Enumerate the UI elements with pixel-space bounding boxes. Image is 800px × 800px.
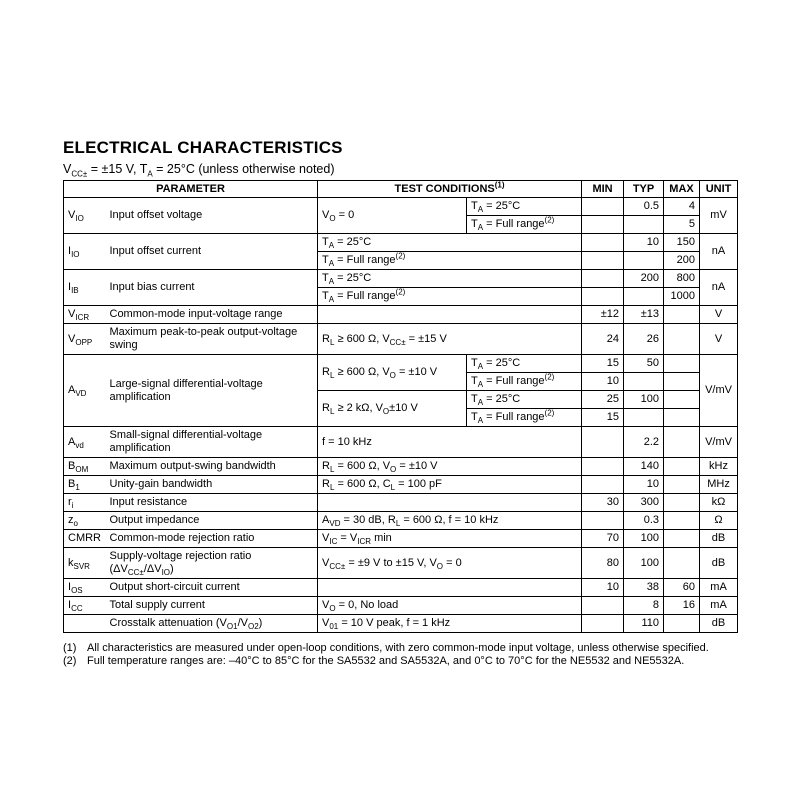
- row-min: [582, 216, 624, 234]
- row-typ: [624, 216, 664, 234]
- row-typ: 0.5: [624, 198, 664, 216]
- row-unit: mA: [700, 597, 738, 615]
- row-unit: kHz: [700, 458, 738, 476]
- row-max: 16: [664, 597, 700, 615]
- row-typ: 200: [624, 270, 664, 288]
- row-condition: $R_L \ge 600$ Ω, $V_{CC\pm} = \pm 15$ V: [318, 324, 582, 355]
- row-subcondition: $T_A$ = Full range$^{(2)}$: [467, 373, 582, 391]
- row-min: [582, 427, 624, 458]
- row-max: [664, 373, 700, 391]
- row-max: 150: [664, 234, 700, 252]
- row-typ: 100: [624, 548, 664, 579]
- footnotes: [63, 642, 737, 668]
- row-symbol: $V_{IO}$: [64, 198, 106, 234]
- row-max: 1000: [664, 288, 700, 306]
- row-unit: dB: [700, 615, 738, 633]
- row-unit: dB: [700, 530, 738, 548]
- row-typ: 110: [624, 615, 664, 633]
- row-typ: 10: [624, 476, 664, 494]
- row-min: 80: [582, 548, 624, 579]
- header-unit: UNIT: [700, 181, 738, 198]
- row-condition: f = 10 kHz: [318, 427, 582, 458]
- row-min: 70: [582, 530, 624, 548]
- row-description: Supply-voltage rejection ratio $(\Delta V_{CC\pm}/\Delta V_{IO})$: [106, 548, 318, 579]
- row-symbol: $I_{OS}$: [64, 579, 106, 597]
- row-symbol: $A_{vd}$: [64, 427, 106, 458]
- table-row: [64, 512, 738, 530]
- datasheet-section: [63, 137, 737, 668]
- row-typ: [624, 288, 664, 306]
- row-typ: 100: [624, 530, 664, 548]
- row-max: 4: [664, 198, 700, 216]
- row-min: 15: [582, 355, 624, 373]
- row-unit: kΩ: [700, 494, 738, 512]
- row-condition: $R_L \ge 2$ kΩ, $V_O\pm 10$ V: [318, 391, 467, 427]
- row-typ: [624, 373, 664, 391]
- row-min: [582, 252, 624, 270]
- section-subtitle: $V_{CC\pm} = \pm 15$ V, $T_A = 25^\circ C$ (unless otherwise noted): [63, 162, 335, 179]
- header-typ: TYP: [624, 181, 664, 198]
- row-unit: MHz: [700, 476, 738, 494]
- header-min: MIN: [582, 181, 624, 198]
- row-unit: mA: [700, 579, 738, 597]
- row-min: ±12: [582, 306, 624, 324]
- row-typ: 10: [624, 234, 664, 252]
- table-row: [64, 548, 738, 579]
- row-max: [664, 548, 700, 579]
- row-symbol: $k_{SVR}$: [64, 548, 106, 579]
- footnote: (2) Full temperature ranges are: –40°C to 85°C for the SA5532 and SA5532A, and 0°C to 70°C for the NE5532 and NE5532A.: [63, 655, 685, 667]
- row-min: 24: [582, 324, 624, 355]
- table-row: [64, 306, 738, 324]
- row-symbol: $V_{OPP}$: [64, 324, 106, 355]
- row-symbol: $I_{IO}$: [64, 234, 106, 270]
- table-row: [64, 494, 738, 512]
- row-symbol: $B_1$: [64, 476, 106, 494]
- table-row: [64, 270, 738, 288]
- row-max: [664, 306, 700, 324]
- row-max: [664, 512, 700, 530]
- row-typ: 0.3: [624, 512, 664, 530]
- header-test-conditions: TEST CONDITIONS$^{(1)}$: [318, 181, 582, 198]
- table-row: [64, 458, 738, 476]
- row-unit: Ω: [700, 512, 738, 530]
- row-symbol: $A_{VD}$: [64, 355, 106, 427]
- row-condition: $V_{01} = 10$ V peak, f = 1 kHz: [318, 615, 582, 633]
- row-description: Input offset current: [106, 234, 318, 270]
- row-symbol: [64, 615, 106, 633]
- header-max: MAX: [664, 181, 700, 198]
- table-row: [64, 579, 738, 597]
- row-condition: [318, 494, 582, 512]
- row-condition: $T_A = 25^\circ C$: [318, 234, 582, 252]
- row-description: Common-mode rejection ratio: [106, 530, 318, 548]
- row-typ: 100: [624, 391, 664, 409]
- table-row: [64, 234, 738, 252]
- row-min: [582, 597, 624, 615]
- row-typ: 300: [624, 494, 664, 512]
- row-condition: $V_{IC} = V_{ICR}$ min: [318, 530, 582, 548]
- row-max: [664, 530, 700, 548]
- row-condition: $R_L = 600$ Ω, $C_L = 100$ pF: [318, 476, 582, 494]
- row-typ: 50: [624, 355, 664, 373]
- row-unit: V/mV: [700, 355, 738, 427]
- table-row: [64, 198, 738, 216]
- row-subcondition: $T_A = 25^\circ C$: [467, 198, 582, 216]
- row-max: [664, 324, 700, 355]
- table-row: [64, 597, 738, 615]
- row-symbol: $V_{ICR}$: [64, 306, 106, 324]
- row-subcondition: $T_A$ = Full range$^{(2)}$: [467, 409, 582, 427]
- row-condition: $R_L \ge 600$ Ω, $V_O = \pm 10$ V: [318, 355, 467, 391]
- row-condition: $V_O = 0$: [318, 198, 467, 234]
- header-parameter: PARAMETER: [64, 181, 318, 198]
- row-min: [582, 234, 624, 252]
- row-description: Small-signal differential-voltage amplification: [106, 427, 318, 458]
- row-typ: [624, 252, 664, 270]
- row-description: Common-mode input-voltage range: [106, 306, 318, 324]
- row-min: 25: [582, 391, 624, 409]
- row-unit: mV: [700, 198, 738, 234]
- row-description: Input bias current: [106, 270, 318, 306]
- row-max: [664, 409, 700, 427]
- row-condition: [318, 579, 582, 597]
- row-typ: 8: [624, 597, 664, 615]
- row-condition: $T_A$ = Full range$^{(2)}$: [318, 252, 582, 270]
- row-condition: $V_{CC\pm} = \pm 9$ V to ±15 V, $V_O = 0$: [318, 548, 582, 579]
- row-description: Output short-circuit current: [106, 579, 318, 597]
- row-min: 30: [582, 494, 624, 512]
- row-typ: 140: [624, 458, 664, 476]
- row-max: 200: [664, 252, 700, 270]
- table-row: [64, 427, 738, 458]
- row-typ: 38: [624, 579, 664, 597]
- row-min: [582, 476, 624, 494]
- row-unit: V: [700, 324, 738, 355]
- table-row: [64, 355, 738, 373]
- row-min: [582, 288, 624, 306]
- row-unit: V/mV: [700, 427, 738, 458]
- row-condition: $A_{VD} = 30$ dB, $R_L = 600$ Ω, f = 10 kHz: [318, 512, 582, 530]
- row-max: 5: [664, 216, 700, 234]
- row-unit: dB: [700, 548, 738, 579]
- row-max: [664, 355, 700, 373]
- row-max: [664, 427, 700, 458]
- row-max: 60: [664, 579, 700, 597]
- row-condition: $V_O = 0$, No load: [318, 597, 582, 615]
- table-row: [64, 530, 738, 548]
- row-symbol: CMRR: [64, 530, 106, 548]
- row-condition: $R_L = 600$ Ω, $V_O = \pm 10$ V: [318, 458, 582, 476]
- row-min: 10: [582, 579, 624, 597]
- footnote: (1) All characteristics are measured under open-loop conditions, with zero common-mode input voltage, unless otherwise specified.: [63, 642, 709, 654]
- row-description: Input offset voltage: [106, 198, 318, 234]
- row-description: Maximum output-swing bandwidth: [106, 458, 318, 476]
- table-row: [64, 324, 738, 355]
- row-symbol: $B_{OM}$: [64, 458, 106, 476]
- row-max: [664, 476, 700, 494]
- row-min: 10: [582, 373, 624, 391]
- row-description: Total supply current: [106, 597, 318, 615]
- row-typ: [624, 409, 664, 427]
- row-min: [582, 458, 624, 476]
- header-row: [64, 181, 738, 198]
- row-symbol: $I_{IB}$: [64, 270, 106, 306]
- row-subcondition: $T_A = 25^\circ C$: [467, 391, 582, 409]
- row-condition: $T_A = 25^\circ C$: [318, 270, 582, 288]
- row-min: 15: [582, 409, 624, 427]
- row-max: [664, 458, 700, 476]
- row-min: [582, 512, 624, 530]
- row-typ: ±13: [624, 306, 664, 324]
- electrical-characteristics-table: [63, 180, 738, 633]
- row-unit: V: [700, 306, 738, 324]
- row-description: Output impedance: [106, 512, 318, 530]
- row-description: Crosstalk attenuation $(V_{O1}/V_{O2})$: [106, 615, 318, 633]
- row-max: [664, 391, 700, 409]
- row-description: Unity-gain bandwidth: [106, 476, 318, 494]
- row-description: Maximum peak-to-peak output-voltage swing: [106, 324, 318, 355]
- row-max: [664, 615, 700, 633]
- row-symbol: $I_{CC}$: [64, 597, 106, 615]
- row-max: [664, 494, 700, 512]
- row-condition: $T_A$ = Full range$^{(2)}$: [318, 288, 582, 306]
- row-symbol: $r_i$: [64, 494, 106, 512]
- row-subcondition: $T_A$ = Full range$^{(2)}$: [467, 216, 582, 234]
- row-symbol: $z_o$: [64, 512, 106, 530]
- row-max: 800: [664, 270, 700, 288]
- row-min: [582, 615, 624, 633]
- row-min: [582, 198, 624, 216]
- row-typ: 26: [624, 324, 664, 355]
- row-subcondition: $T_A = 25^\circ C$: [467, 355, 582, 373]
- row-typ: 2.2: [624, 427, 664, 458]
- section-title: ELECTRICAL CHARACTERISTICS: [63, 138, 343, 157]
- row-description: Large-signal differential-voltage amplification: [106, 355, 318, 427]
- row-unit: nA: [700, 234, 738, 270]
- table-row: [64, 476, 738, 494]
- row-description: Input resistance: [106, 494, 318, 512]
- row-min: [582, 270, 624, 288]
- row-unit: nA: [700, 270, 738, 306]
- table-row: [64, 615, 738, 633]
- row-condition: [318, 306, 582, 324]
